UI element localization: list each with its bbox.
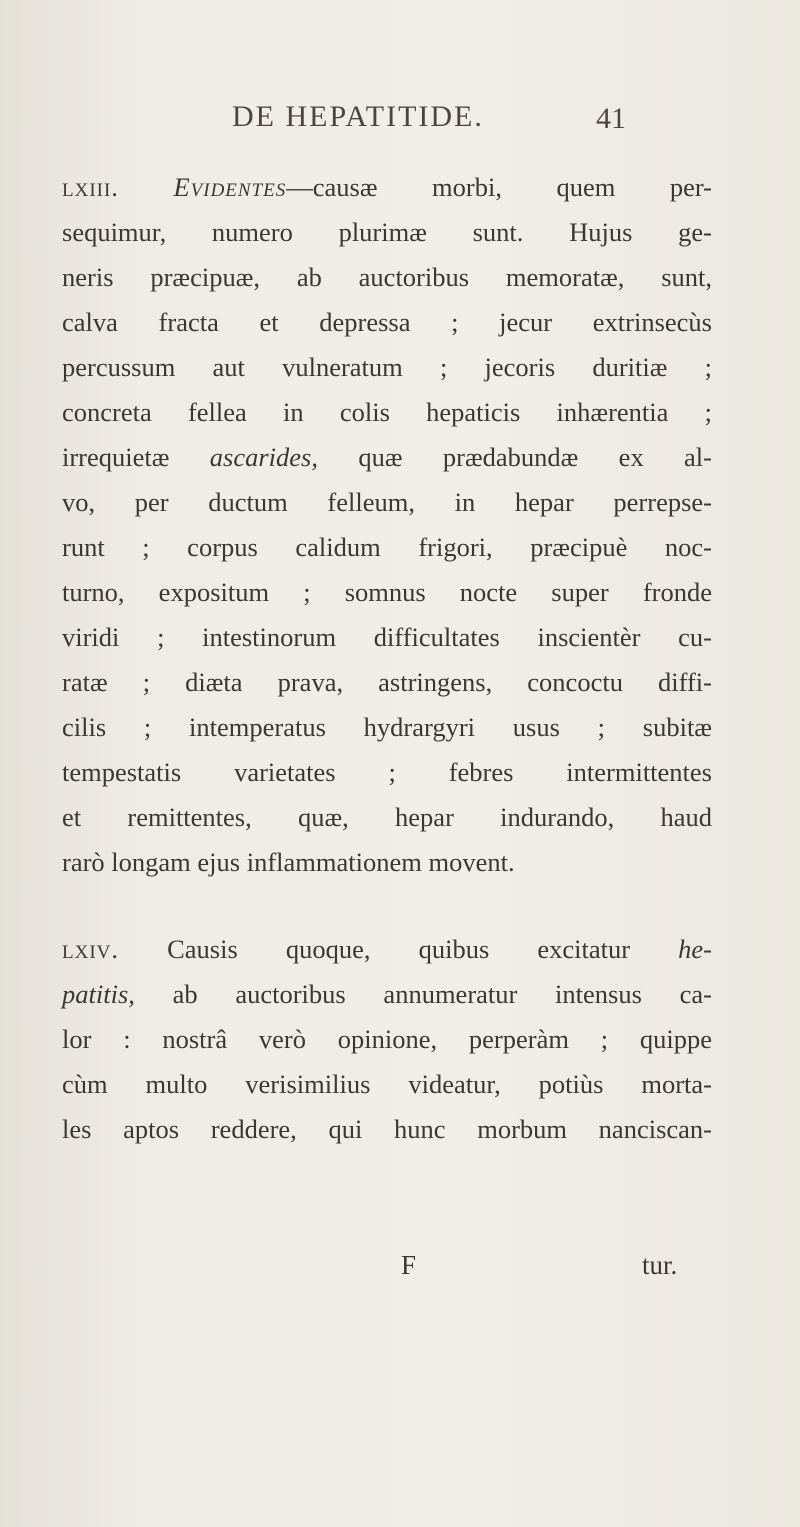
text-line: ratæ ; diæta prava, astringens, concoctu diffi- [62,667,712,697]
smallcaps-word: Evidentes [173,172,287,202]
signature-mark: F [401,1250,417,1280]
text-line: cilis ; intemperatus hydrargyri usus ; subitæ [62,712,712,742]
text-line: vo, per ductum felleum, in hepar perrepse- [62,487,712,517]
text-line: viridi ; intestinorum difficultates inscientèr cu- [62,622,712,652]
paragraph-number: lxiv. [62,934,120,964]
page-footer [0,1250,800,1290]
text-line [62,435,712,480]
text-line [62,972,712,1017]
italic-word: he- [678,934,712,964]
italic-word: ascarides, [209,442,318,472]
text-line: rarò longam ejus inflammationem movent. [62,847,515,877]
text-line [62,927,712,972]
italic-word: patitis, [62,979,135,1009]
running-head-title: DE HEPATITIDE. [232,100,484,133]
text-line: lor : nostrâ verò opinione, perperàm ; quippe [62,1024,712,1054]
paragraph-gap [62,885,712,927]
paragraph-number: lxiii. [62,172,119,202]
running-head [0,100,800,150]
line-text: Causis quoque, quibus excitatur [119,934,679,964]
line-text: irrequietæ [62,442,210,472]
page-number: 41 [596,102,626,135]
text-line: calva fracta et depressa ; jecur extrinsecùs [62,307,712,337]
text-line: les aptos reddere, qui hunc morbum nanciscan- [62,1114,712,1144]
text-line: et remittentes, quæ, hepar indurando, haud [62,802,712,832]
text-line: sequimur, numero plurimæ sunt. Hujus ge- [62,217,712,247]
text-line [62,165,712,210]
text-line: percussum aut vulneratum ; jecoris duritiæ ; [62,352,712,382]
text-line: tempestatis varietates ; febres intermittentes [62,757,712,787]
text-line: cùm multo verisimilius videatur, potiùs morta- [62,1069,712,1099]
line-text: ab auctoribus annumeratur intensus ca- [134,979,712,1009]
body-text [62,165,712,1152]
text-line: neris præcipuæ, ab auctoribus memoratæ, sunt, [62,262,712,292]
catchword: tur. [642,1250,678,1280]
text-line: concreta fellea in colis hepaticis inhærentia ; [62,397,712,427]
line-text: —causæ morbi, quem per- [286,172,712,202]
text-line: turno, expositum ; somnus nocte super fronde [62,577,712,607]
text-line: runt ; corpus calidum frigori, præcipuè noc- [62,532,712,562]
line-text: quæ prædabundæ ex al- [318,442,712,472]
